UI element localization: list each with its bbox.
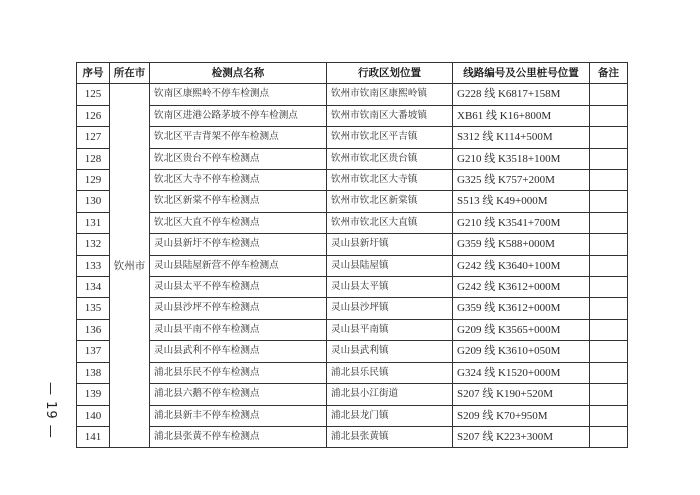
table-row [77, 298, 628, 319]
cell-checkpoint-name: 钦北区新棠不停车检测点 [150, 191, 327, 212]
cell-no: 125 [77, 84, 110, 105]
cell-no: 140 [77, 405, 110, 426]
cell-note [590, 212, 628, 233]
cell-admin-location: 钦州市钦北区贵台镇 [327, 148, 453, 169]
cell-route-location: G325 线 K757+200M [453, 170, 590, 191]
cell-no: 137 [77, 341, 110, 362]
cell-admin-location: 浦北县乐民镇 [327, 362, 453, 383]
cell-admin-location: 灵山县陆屋镇 [327, 255, 453, 276]
cell-route-location: G359 线 K588+000M [453, 234, 590, 255]
cell-checkpoint-name: 钦北区平吉背架不停车检测点 [150, 127, 327, 148]
cell-route-location: S207 线 K190+520M [453, 384, 590, 405]
cell-note [590, 191, 628, 212]
cell-checkpoint-name: 浦北县张黄不停车检测点 [150, 426, 327, 447]
cell-city: 钦州市 [110, 84, 150, 448]
cell-no: 127 [77, 127, 110, 148]
cell-no: 138 [77, 362, 110, 383]
cell-route-location: XB61 线 K16+800M [453, 105, 590, 126]
table-row [77, 234, 628, 255]
table-row [77, 362, 628, 383]
header-route-location: 线路编号及公里桩号位置 [453, 63, 590, 84]
cell-checkpoint-name: 浦北县新丰不停车检测点 [150, 405, 327, 426]
header-city: 所在市 [110, 63, 150, 84]
cell-checkpoint-name: 钦北区大寺不停车检测点 [150, 170, 327, 191]
cell-admin-location: 浦北县张黄镇 [327, 426, 453, 447]
cell-note [590, 341, 628, 362]
cell-checkpoint-name: 灵山县新圩不停车检测点 [150, 234, 327, 255]
cell-note [590, 84, 628, 105]
cell-note [590, 234, 628, 255]
cell-checkpoint-name: 浦北县六鹅不停车检测点 [150, 384, 327, 405]
cell-checkpoint-name: 钦南区康熙岭不停车检测点 [150, 84, 327, 105]
cell-route-location: G210 线 K3518+100M [453, 148, 590, 169]
cell-note [590, 255, 628, 276]
cell-note [590, 105, 628, 126]
header-admin-location: 行政区划位置 [327, 63, 453, 84]
table-row [77, 277, 628, 298]
cell-checkpoint-name: 灵山县沙坪不停车检测点 [150, 298, 327, 319]
cell-checkpoint-name: 灵山县武利不停车检测点 [150, 341, 327, 362]
header-no: 序号 [77, 63, 110, 84]
header-note: 备注 [590, 63, 628, 84]
cell-checkpoint-name: 钦北区贵台不停车检测点 [150, 148, 327, 169]
cell-no: 128 [77, 148, 110, 169]
cell-route-location: S209 线 K70+950M [453, 405, 590, 426]
cell-no: 134 [77, 277, 110, 298]
cell-no: 139 [77, 384, 110, 405]
table-row [77, 84, 628, 105]
cell-route-location: G228 线 K6817+158M [453, 84, 590, 105]
table-row [77, 405, 628, 426]
table-row [77, 170, 628, 191]
table-row [77, 105, 628, 126]
cell-admin-location: 灵山县武利镇 [327, 341, 453, 362]
table-body [77, 84, 628, 448]
cell-admin-location: 钦州市钦北区平吉镇 [327, 127, 453, 148]
cell-route-location: G242 线 K3612+000M [453, 277, 590, 298]
cell-note [590, 405, 628, 426]
cell-no: 130 [77, 191, 110, 212]
table-row [77, 319, 628, 340]
cell-note [590, 426, 628, 447]
table-row [77, 212, 628, 233]
cell-note [590, 277, 628, 298]
cell-route-location: S312 线 K114+500M [453, 127, 590, 148]
cell-note [590, 298, 628, 319]
cell-checkpoint-name: 钦北区大直不停车检测点 [150, 212, 327, 233]
cell-no: 141 [77, 426, 110, 447]
cell-note [590, 319, 628, 340]
table-row [77, 384, 628, 405]
table-row [77, 148, 628, 169]
cell-route-location: G209 线 K3610+050M [453, 341, 590, 362]
cell-admin-location: 浦北县小江街道 [327, 384, 453, 405]
cell-admin-location: 浦北县龙门镇 [327, 405, 453, 426]
cell-note [590, 362, 628, 383]
cell-no: 126 [77, 105, 110, 126]
cell-route-location: S513 线 K49+000M [453, 191, 590, 212]
table-row [77, 255, 628, 276]
cell-route-location: G324 线 K1520+000M [453, 362, 590, 383]
cell-note [590, 384, 628, 405]
table-header-row [77, 63, 628, 84]
checkpoint-table [76, 62, 628, 448]
cell-admin-location: 钦州市钦北区大直镇 [327, 212, 453, 233]
cell-route-location: G242 线 K3640+100M [453, 255, 590, 276]
page-number: — 19 — [43, 382, 58, 439]
cell-no: 132 [77, 234, 110, 255]
cell-note [590, 127, 628, 148]
cell-no: 136 [77, 319, 110, 340]
cell-admin-location: 灵山县沙坪镇 [327, 298, 453, 319]
table-row [77, 127, 628, 148]
cell-checkpoint-name: 浦北县乐民不停车检测点 [150, 362, 327, 383]
cell-checkpoint-name: 灵山县平南不停车检测点 [150, 319, 327, 340]
table-row [77, 426, 628, 447]
cell-no: 135 [77, 298, 110, 319]
cell-checkpoint-name: 钦南区进港公路茅坡不停车检测点 [150, 105, 327, 126]
cell-admin-location: 钦州市钦南区康熙岭镇 [327, 84, 453, 105]
cell-admin-location: 灵山县新圩镇 [327, 234, 453, 255]
cell-route-location: G359 线 K3612+000M [453, 298, 590, 319]
cell-no: 133 [77, 255, 110, 276]
cell-checkpoint-name: 灵山县陆屋新营不停车检测点 [150, 255, 327, 276]
cell-checkpoint-name: 灵山县太平不停车检测点 [150, 277, 327, 298]
cell-admin-location: 灵山县平南镇 [327, 319, 453, 340]
cell-no: 129 [77, 170, 110, 191]
cell-admin-location: 钦州市钦北区大寺镇 [327, 170, 453, 191]
cell-admin-location: 钦州市钦南区大番坡镇 [327, 105, 453, 126]
cell-no: 131 [77, 212, 110, 233]
cell-route-location: G210 线 K3541+700M [453, 212, 590, 233]
cell-route-location: S207 线 K223+300M [453, 426, 590, 447]
cell-admin-location: 灵山县太平镇 [327, 277, 453, 298]
cell-route-location: G209 线 K3565+000M [453, 319, 590, 340]
cell-note [590, 148, 628, 169]
table-row [77, 341, 628, 362]
header-checkpoint-name: 检测点名称 [150, 63, 327, 84]
cell-note [590, 170, 628, 191]
table-row [77, 191, 628, 212]
cell-admin-location: 钦州市钦北区新棠镇 [327, 191, 453, 212]
